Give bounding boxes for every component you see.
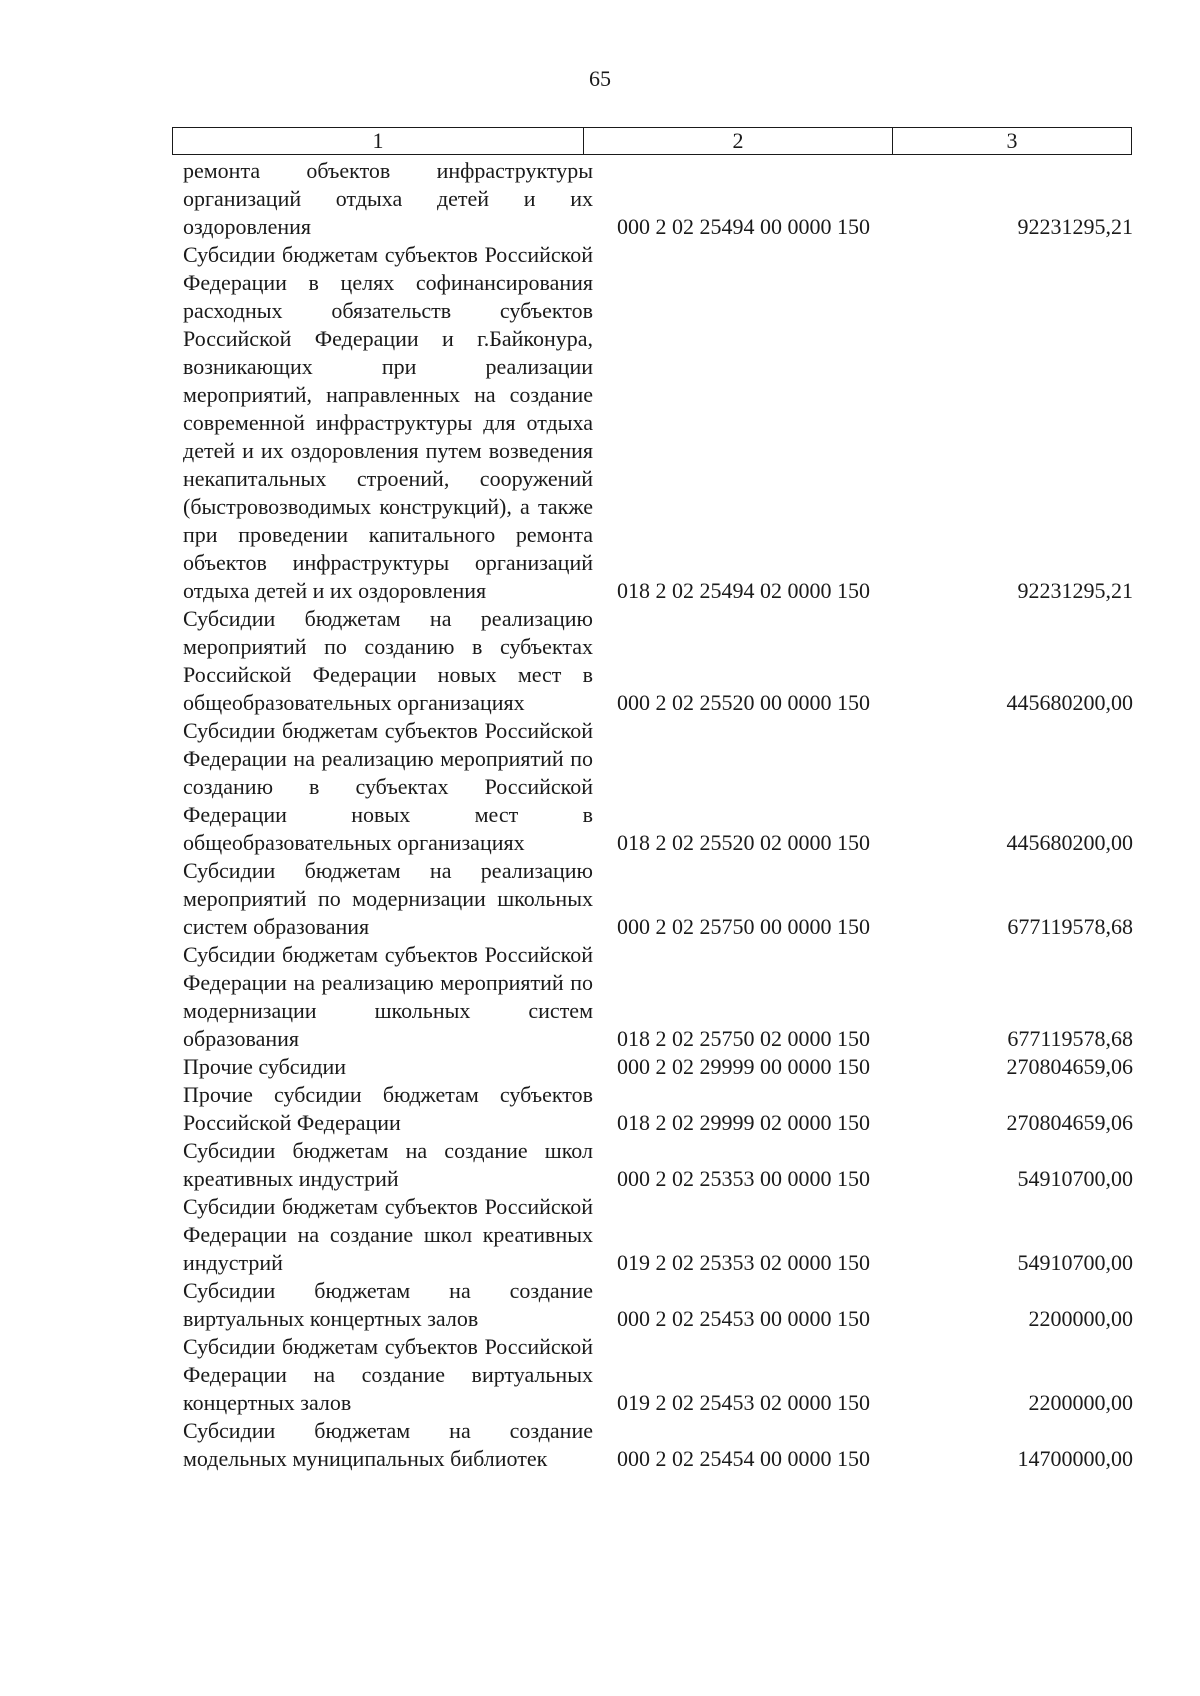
row-code: 000 2 02 25494 00 0000 150 [617, 214, 870, 239]
table-row [183, 1193, 1133, 1277]
row-description: Субсидии бюджетам на создание модельных муниципальных библиотек [183, 1418, 593, 1471]
row-code: 018 2 02 29999 02 0000 150 [617, 1110, 870, 1135]
table-row [183, 1277, 1133, 1333]
row-amount: 677119578,68 [1007, 914, 1133, 939]
row-code: 018 2 02 25750 02 0000 150 [617, 1026, 870, 1051]
table-row [183, 157, 1133, 241]
table-row [183, 1081, 1133, 1137]
table-row [183, 1137, 1133, 1193]
row-description: Субсидии бюджетам субъектов Российской Федерации на создание школ креативных индустрий [183, 1194, 593, 1275]
row-description: Прочие субсидии бюджетам субъектов Российской Федерации [183, 1082, 593, 1135]
column-header-table [172, 127, 1132, 155]
row-amount: 445680200,00 [1006, 830, 1133, 855]
row-amount: 445680200,00 [1006, 690, 1133, 715]
table-row [183, 1417, 1133, 1473]
row-code: 018 2 02 25520 02 0000 150 [617, 830, 870, 855]
row-description: Субсидии бюджетам субъектов Российской Федерации на реализацию мероприятий по созданию в субъектах Российской Федерации новых мест в общеобразовательных организациях [183, 718, 593, 855]
column-header-2: 2 [584, 128, 893, 155]
row-code: 000 2 02 25353 00 0000 150 [617, 1166, 870, 1191]
row-code: 019 2 02 25453 02 0000 150 [617, 1390, 870, 1415]
row-amount: 2200000,00 [1028, 1390, 1133, 1415]
row-code: 018 2 02 25494 02 0000 150 [617, 578, 870, 603]
table-row [183, 1053, 1133, 1081]
table-row [183, 941, 1133, 1053]
column-header-3: 3 [893, 128, 1132, 155]
page-number: 65 [589, 66, 611, 91]
row-amount: 54910700,00 [1017, 1166, 1133, 1191]
column-header-row [173, 128, 1132, 155]
row-amount: 14700000,00 [1017, 1446, 1133, 1471]
row-code: 000 2 02 25750 00 0000 150 [617, 914, 870, 939]
row-amount: 54910700,00 [1017, 1250, 1133, 1275]
table-row [183, 717, 1133, 857]
row-code: 019 2 02 25353 02 0000 150 [617, 1250, 870, 1275]
row-description: Субсидии бюджетам субъектов Российской Федерации на создание виртуальных концертных залов [183, 1334, 593, 1415]
row-code: 000 2 02 29999 00 0000 150 [617, 1054, 870, 1079]
row-description: ремонта объектов инфраструктуры организаций отдыха детей и их оздоровления [183, 158, 593, 239]
row-amount: 270804659,06 [1006, 1054, 1133, 1079]
table-row [183, 605, 1133, 717]
row-description: Субсидии бюджетам субъектов Российской Федерации в целях софинансирования расходных обязательств субъектов Российской Федерации и г.Байконура, возникающих при реализации мероприятий, направленных на создание современной инфраструктуры для отдыха детей и их оздоровления путем возведения некапитальных строений, сооружений (быстровозводимых конструкций), а также при проведении капитального ремонта объектов инфраструктуры организаций отдыха детей и их оздоровления [183, 242, 593, 603]
column-header-1: 1 [173, 128, 584, 155]
row-amount: 677119578,68 [1007, 1026, 1133, 1051]
table-row [183, 857, 1133, 941]
row-description: Субсидии бюджетам субъектов Российской Федерации на реализацию мероприятий по модернизации школьных систем образования [183, 942, 593, 1051]
row-code: 000 2 02 25520 00 0000 150 [617, 690, 870, 715]
table-row [183, 241, 1133, 605]
row-description: Прочие субсидии [183, 1054, 347, 1079]
row-code: 000 2 02 25454 00 0000 150 [617, 1446, 870, 1471]
table-row [183, 1333, 1133, 1417]
row-description: Субсидии бюджетам на создание виртуальных концертных залов [183, 1278, 593, 1331]
row-amount: 92231295,21 [1017, 578, 1133, 603]
row-description: Субсидии бюджетам на реализацию мероприятий по модернизации школьных систем образования [183, 858, 593, 939]
row-amount: 270804659,06 [1006, 1110, 1133, 1135]
row-amount: 2200000,00 [1028, 1306, 1133, 1331]
row-description: Субсидии бюджетам на создание школ креативных индустрий [183, 1138, 593, 1191]
row-code: 000 2 02 25453 00 0000 150 [617, 1306, 870, 1331]
row-amount: 92231295,21 [1017, 214, 1133, 239]
budget-table-body [183, 157, 1133, 1473]
row-description: Субсидии бюджетам на реализацию мероприятий по созданию в субъектах Российской Федерации новых мест в общеобразовательных организациях [183, 606, 593, 715]
